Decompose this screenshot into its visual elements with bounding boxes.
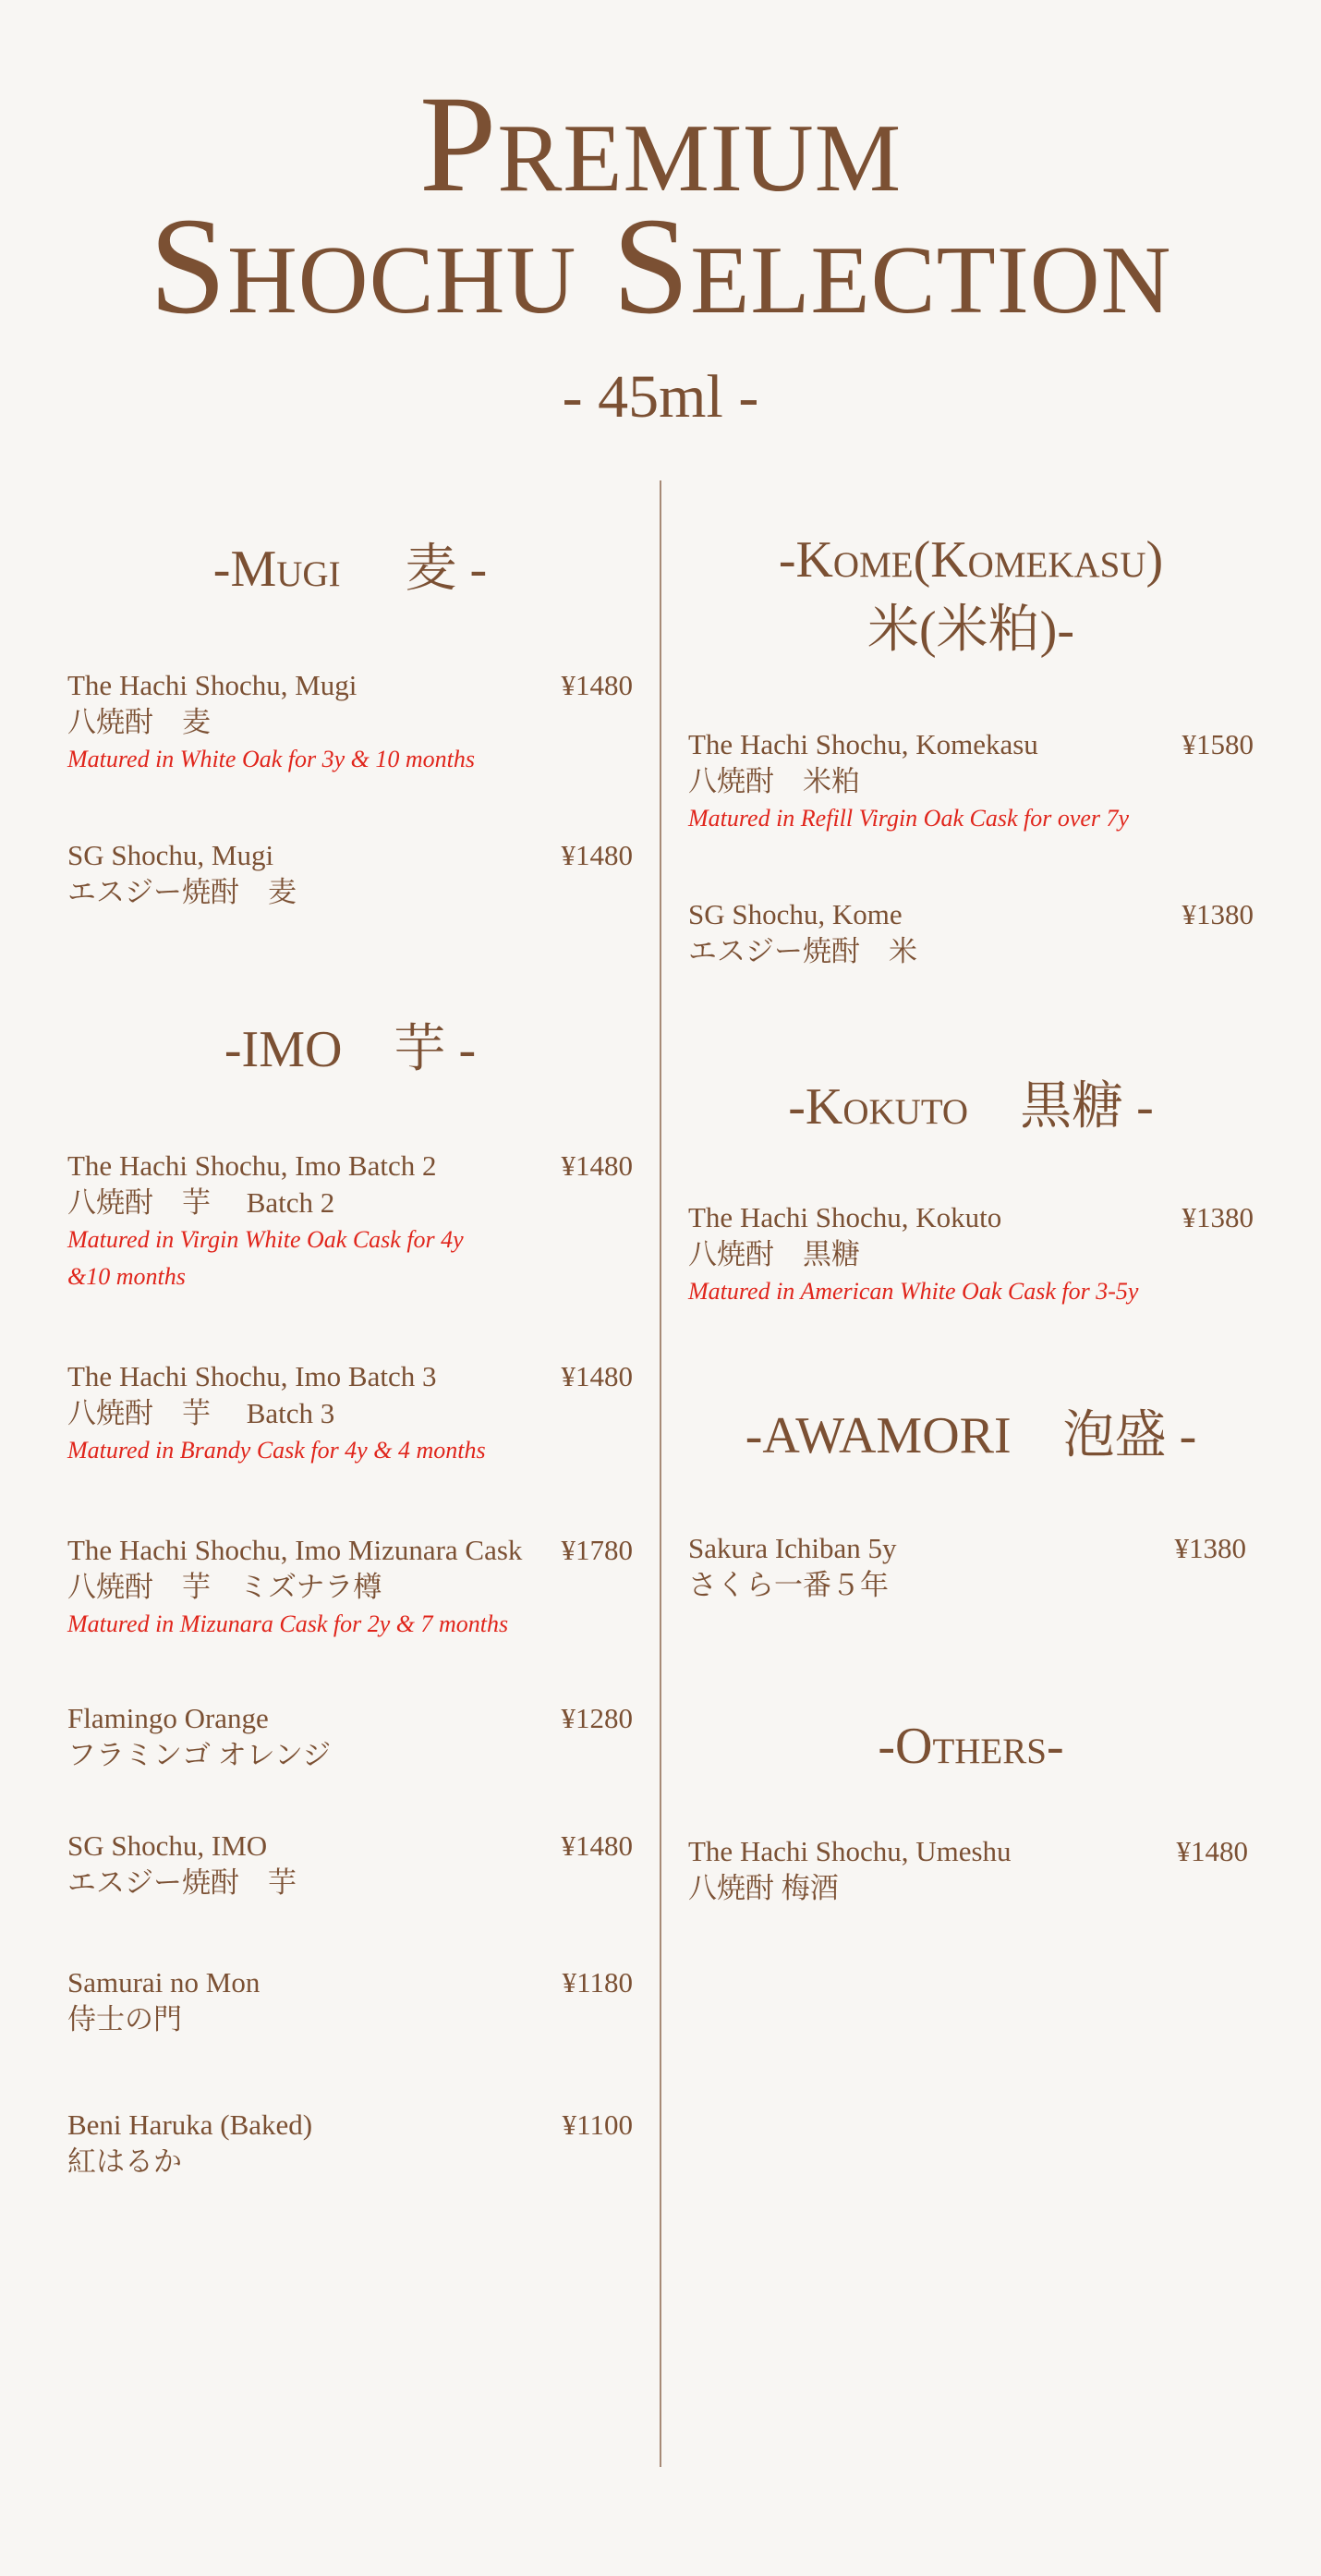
item-name: Beni Haruka (Baked) (67, 2108, 313, 2141)
section-heading-kome-japanese: 米(米粕)- (867, 601, 1074, 659)
item-note: Matured in Mizunara Cask for 2y & 7 months (67, 1610, 509, 1637)
item-note: Matured in American White Oak Cask for 3-5y (688, 1278, 1139, 1305)
menu-item (67, 1700, 633, 1774)
item-price: ¥1380 (1182, 898, 1254, 930)
item-japanese-name: 侍士の門 (67, 2003, 182, 2035)
item-price: ¥1480 (561, 1360, 633, 1392)
item-price: ¥1480 (1176, 1835, 1248, 1867)
item-japanese-name: 八焼酎 黒糖 (688, 1238, 860, 1270)
item-name: The Hachi Shochu, Imo Batch 2 (67, 1149, 437, 1182)
item-name: The Hachi Shochu, Mugi (67, 669, 358, 701)
item-price: ¥1100 (562, 2108, 633, 2141)
item-price: ¥1280 (561, 1702, 633, 1734)
menu-item (67, 1964, 633, 2038)
item-price: ¥1580 (1182, 728, 1254, 760)
item-name: SG Shochu, Mugi (67, 839, 274, 871)
item-name: Sakura Ichiban 5y (688, 1532, 897, 1564)
item-note-line1: Matured in Virgin White Oak Cask for 4y (67, 1226, 464, 1253)
item-japanese-name: 八焼酎 芋 Batch 2 (67, 1186, 335, 1219)
item-name: Samurai no Mon (67, 1966, 261, 1999)
menu-item (67, 837, 633, 911)
item-name: The Hachi Shochu, Kokuto (688, 1201, 1002, 1233)
section-heading-awamori: -AWAMORI 泡盛 - (745, 1407, 1197, 1464)
item-name: The Hachi Shochu, Umeshu (688, 1835, 1012, 1867)
item-japanese-name: 八焼酎 麦 (67, 706, 211, 738)
menu-item (67, 1358, 633, 1469)
item-japanese-name: 紅はるか (67, 2145, 182, 2178)
item-japanese-name: エスジー焼酎 麦 (67, 876, 297, 908)
item-note: Matured in Brandy Cask for 4y & 4 months (67, 1437, 486, 1464)
item-price: ¥1180 (562, 1966, 633, 1999)
item-price: ¥1380 (1182, 1201, 1254, 1233)
item-note: Matured in White Oak for 3y & 10 months (67, 746, 475, 772)
section-heading-mugi: -Mugi 麦 - (212, 541, 488, 598)
item-name: The Hachi Shochu, Imo Mizunara Cask (67, 1534, 523, 1566)
menu-item (67, 1828, 633, 1902)
serving-size: - 45ml - (562, 363, 759, 431)
menu-item (688, 1199, 1254, 1310)
menu-item (67, 2107, 633, 2181)
item-note-line2: &10 months (67, 1263, 186, 1290)
menu-item (688, 726, 1254, 837)
item-note: Matured in Refill Virgin Oak Cask for over 7y (688, 805, 1130, 832)
item-price: ¥1480 (561, 669, 633, 701)
item-price: ¥1380 (1174, 1532, 1246, 1564)
item-japanese-name: フラミンゴ オレンジ (67, 1739, 332, 1771)
item-name: SG Shochu, Kome (688, 898, 903, 930)
section-heading-imo: -IMO 芋 - (224, 1021, 477, 1078)
item-name: The Hachi Shochu, Imo Batch 3 (67, 1360, 437, 1392)
item-price: ¥1480 (561, 1829, 633, 1862)
item-japanese-name: 八焼酎 米粕 (688, 765, 860, 797)
menu-item (67, 1148, 633, 1295)
item-japanese-name: 八焼酎 芋 Batch 3 (67, 1397, 335, 1429)
item-name: Flamingo Orange (67, 1702, 269, 1734)
menu-item (688, 1833, 1254, 1907)
item-price: ¥1480 (561, 1149, 633, 1182)
item-japanese-name: エスジー焼酎 米 (688, 935, 917, 967)
section-heading-kokuto: -Kokuto 黒糖 - (788, 1078, 1154, 1136)
section-heading-kome: -Kome(Komekasu) (778, 531, 1164, 589)
item-japanese-name: 八焼酎 梅酒 (688, 1872, 839, 1904)
menu-item (67, 667, 633, 778)
menu-title (0, 67, 1321, 343)
item-price: ¥1780 (561, 1534, 633, 1566)
menu-item (67, 1532, 633, 1643)
menu-item (688, 1530, 1254, 1604)
column-divider (660, 480, 661, 2467)
item-price: ¥1480 (561, 839, 633, 871)
item-name: SG Shochu, IMO (67, 1829, 268, 1862)
item-japanese-name: エスジー焼酎 芋 (67, 1866, 297, 1899)
menu-title-line1: Premium (418, 67, 903, 221)
item-japanese-name: さくら一番５年 (688, 1569, 889, 1601)
item-japanese-name: 八焼酎 芋 ミズナラ樽 (67, 1571, 382, 1603)
section-heading-others: -Others- (878, 1718, 1064, 1775)
menu-title-line2: Shochu Selection (149, 189, 1172, 343)
menu-item (688, 896, 1254, 970)
item-name: The Hachi Shochu, Komekasu (688, 728, 1038, 760)
